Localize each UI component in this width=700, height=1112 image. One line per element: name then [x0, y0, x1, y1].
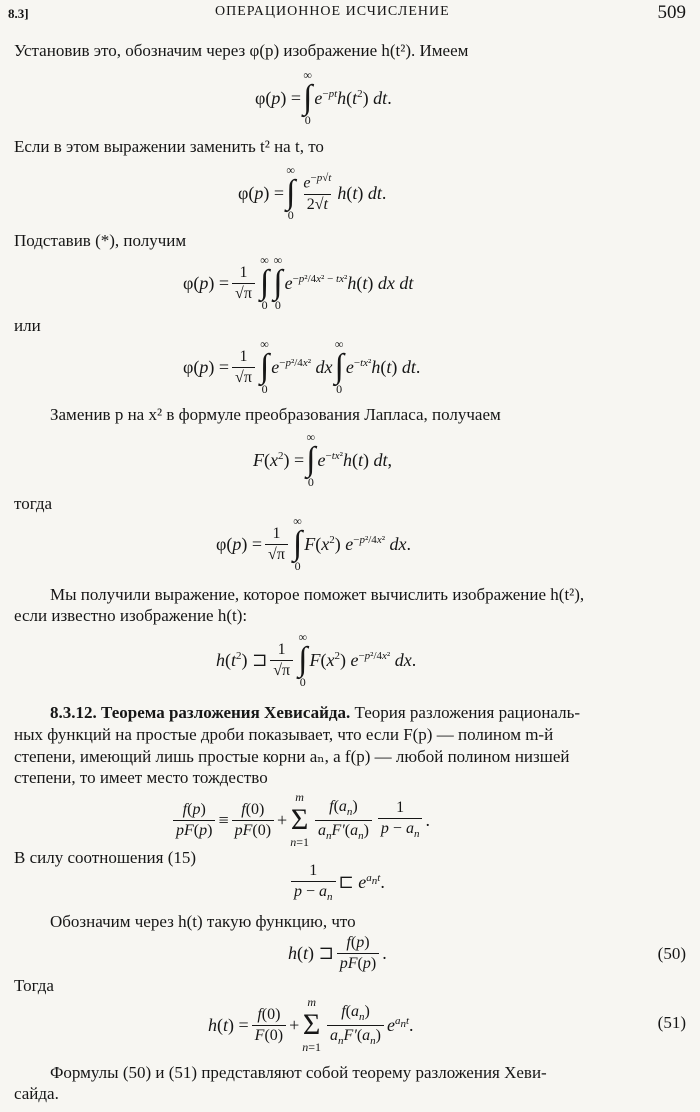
paragraph-result-line2: если известно изображение h(t): [14, 606, 248, 625]
paragraph-intro: Установив это, обозначим через φ(p) изображение h(t²). Имеем [14, 41, 469, 60]
equation-11: h(t) = $\frac{f(0)}{F(0)}$ + m Σ n=1 $\frac{f(a_n)}{a_nF'(a_n)}$ $e^{a_nt}$. [208, 995, 414, 1054]
equation-7: $h(t^2)$ ⊐ $\frac{1}{√\pi}$ ∞ ∫ 0 $F(x^2)$ $e^{-p^2/4x^2}$ dx. [216, 630, 417, 689]
running-title: ОПЕРАЦИОННОЕ ИСЧИСЛЕНИЕ [215, 4, 450, 19]
paragraph-heaviside-line4: степени, то имеет место тождество [14, 768, 268, 787]
equation-1: φ(p) = ∞ ∫ 0 $e^{-pt}h(t^2)$ dt. [255, 68, 392, 127]
equation-8: $\frac{f(p)}{pF(p)}$ ≡ $\frac{f(0)}{pF(0)}$ + m Σ n=1 $\frac{f(a_n)}{a_nF'(a_n)}$ $\frac{1}{p - a_n}$ . [170, 790, 430, 850]
paragraph-heaviside-line3: степени, имеющий лишь простые корни aₙ, а f(p) — любой полином низшей [14, 747, 570, 766]
equation-3: φ(p) = $\frac{1}{√\pi}$ ∞ ∫ 0 ∞ ∫ 0 $e^{-p^2/4x^2 - tx^2}h(t)$ dx dt [183, 253, 414, 312]
integral-sign: ∞ ∫ 0 [303, 68, 313, 127]
paragraph-substitution: Если в этом выражении заменить t² на t, то [14, 137, 324, 156]
paragraph-relation: В силу соотношения (15) [14, 848, 197, 867]
paragraph-laplace: Заменив p на x² в формуле преобразования Лапласа, получаем [50, 405, 501, 424]
equation-6: φ(p) = $\frac{1}{√\pi}$ ∞ ∫ 0 $F(x^2)$ $e^{-p^2/4x^2}$ dx. [216, 514, 412, 573]
equation-2: φ(p) = ∞ ∫ 0 $\frac{e^{-p√t}}{2√t}$ h(t) dt. [238, 163, 387, 222]
paragraph-heaviside-line2: ных функций на простые дроби показывает, что если F(p) — полином m-й [14, 725, 554, 744]
paragraph-conclusion-line1: Формулы (50) и (51) представляют собой теорему разложения Хеви- [50, 1063, 547, 1082]
equation-9: $\frac{1}{p - a_n}$ ⊏ $e^{a_nt}$. [288, 862, 385, 903]
word-or: или [14, 316, 41, 335]
equation-number-50: (50) [657, 944, 686, 963]
section-number: 8.3] [8, 6, 29, 21]
equation-number-51: (51) [657, 1013, 686, 1032]
paragraph-conclusion-line2: сайда. [14, 1084, 59, 1103]
equation-5: $F(x^2)$ = ∞ ∫ 0 $e^{-tx^2}h(t)$ dt, [253, 430, 392, 489]
paragraph-define-h: Обозначим через h(t) такую функцию, что [50, 912, 356, 931]
paragraph-result-line1: Мы получили выражение, которое поможет вычислить изображение h(t²), [50, 585, 585, 604]
word-then: тогда [14, 494, 53, 513]
paragraph-heaviside-line1: 8.3.12. Теорема разложения Хевисайда. Теория разложения рациональ- [50, 703, 581, 722]
equation-10: h(t) ⊐ $\frac{f(p)}{pF(p)}$ . [288, 934, 387, 972]
equation-4: φ(p) = $\frac{1}{√\pi}$ ∞ ∫ 0 $e^{-p^2/4x^2}$ dx ∞ ∫ 0 $e^{-tx^2}h(t)$ dt. [183, 337, 421, 396]
page-number: 509 [657, 2, 686, 23]
word-then-capital: Тогда [14, 976, 54, 995]
paragraph-substituting: Подставив (*), получим [14, 231, 187, 250]
section-heading: 8.3.12. Теорема разложения Хевисайда. [50, 703, 351, 722]
